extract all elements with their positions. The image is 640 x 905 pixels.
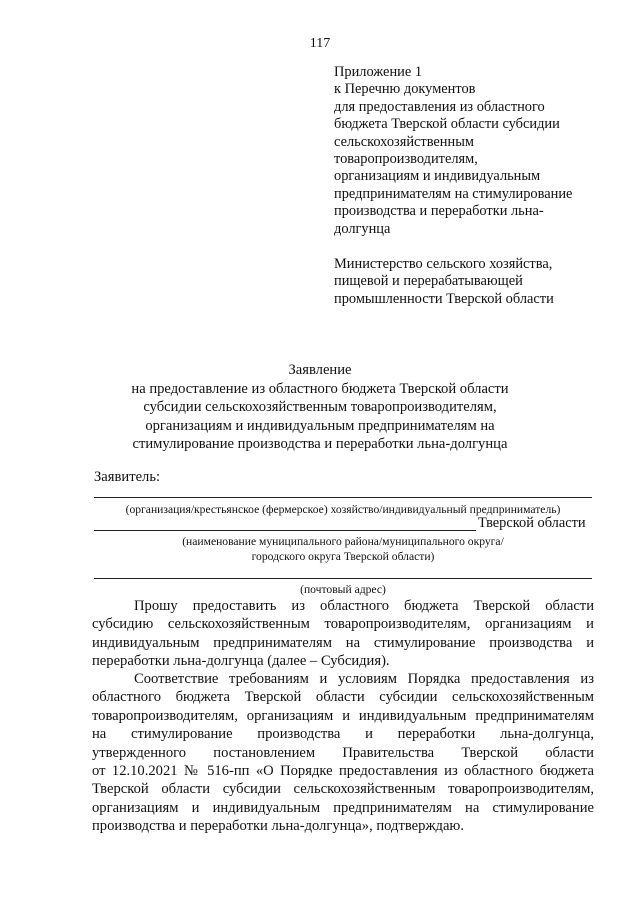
appendix-line: для предоставления из областного xyxy=(334,98,545,115)
request-paragraph xyxy=(92,597,594,671)
appendix-line: Приложение 1 xyxy=(334,64,423,80)
ministry-line: пищевой и перерабатывающей xyxy=(334,273,523,290)
title-line: субсидии сельскохозяйственным товаропроизводителям, xyxy=(143,399,497,416)
appendix-line: к Перечню документов xyxy=(334,81,476,98)
paragraph-line: утвержденного постановлением Правительства Тверской области xyxy=(92,744,594,761)
region-field[interactable] xyxy=(94,530,476,531)
title-line: на предоставление из областного бюджета Тверской области xyxy=(131,380,509,397)
region-suffix: Тверской области xyxy=(478,515,586,531)
page-number: 117 xyxy=(309,36,331,51)
paragraph-line: товаропроизводителям, организациям и индивидуальным предпринимателям xyxy=(92,707,594,724)
title-line: организациям и индивидуальным предпринимателям на xyxy=(145,417,495,434)
region-caption-line: (наименование муниципального района/муниципального округа/ xyxy=(182,535,504,548)
paragraph-line: Соответствие требованиям и условиям Порядка предоставления из xyxy=(134,671,594,687)
address-caption-text: (почтовый адрес) xyxy=(300,583,386,596)
appendix-header xyxy=(334,64,624,238)
applicant-label: Заявитель: xyxy=(94,469,161,485)
address-caption xyxy=(94,582,592,597)
appendix-line: бюджета Тверской области субсидии xyxy=(334,116,560,133)
region-caption xyxy=(94,534,592,564)
paragraph-line: Прошу предоставить из областного бюджета Тверской области xyxy=(134,598,594,614)
recipient-ministry xyxy=(334,256,624,308)
paragraph-line: переработки льна-долгунца (далее – Субсидия). xyxy=(92,653,390,670)
title-line: Заявление xyxy=(288,362,352,378)
paragraph-line: субсидию сельскохозяйственным товаропроизводителям, организациям и xyxy=(92,616,594,633)
paragraph-line: на стимулирование производства и переработки льна-долгунца, xyxy=(92,726,594,743)
paragraph-line: Тверской области субсидии сельскохозяйственным товаропроизводителям, xyxy=(92,781,594,798)
paragraph-line: от 12.10.2021 № 516-пп «О Порядке предоставления из областного бюджета xyxy=(92,763,594,780)
title-line: стимулирование производства и переработки льна-долгунца xyxy=(132,436,508,453)
compliance-paragraph xyxy=(92,670,594,836)
appendix-line: предпринимателям на стимулирование xyxy=(334,185,573,202)
appendix-line: товаропроизводителям, xyxy=(334,151,478,168)
region-caption-line: городского округа Тверской области) xyxy=(251,550,435,563)
ministry-line: Министерство сельского хозяйства, xyxy=(334,256,553,272)
paragraph-line: индивидуальным предпринимателям на стимулирование производства и xyxy=(92,634,594,651)
org-name-field[interactable] xyxy=(94,497,592,498)
appendix-line: организациям и индивидуальным xyxy=(334,168,541,185)
ministry-line: промышленности Тверской области xyxy=(334,290,554,307)
appendix-line: долгунца xyxy=(334,220,391,237)
paragraph-line: организациям и индивидуальным предпринимателям на стимулирование xyxy=(92,799,594,816)
paragraph-line: производства и переработки льна-долгунца», подтверждаю. xyxy=(92,818,464,835)
document-title xyxy=(60,361,580,454)
address-field[interactable] xyxy=(94,578,592,579)
org-caption-text: (организация/крестьянское (фермерское) хозяйство/индивидуальный предприниматель) xyxy=(125,503,561,516)
appendix-line: производства и переработки льна- xyxy=(334,203,544,220)
paragraph-line: областного бюджета Тверской области субсидии сельскохозяйственным xyxy=(92,689,594,706)
appendix-line: сельскохозяйственным xyxy=(334,133,474,150)
